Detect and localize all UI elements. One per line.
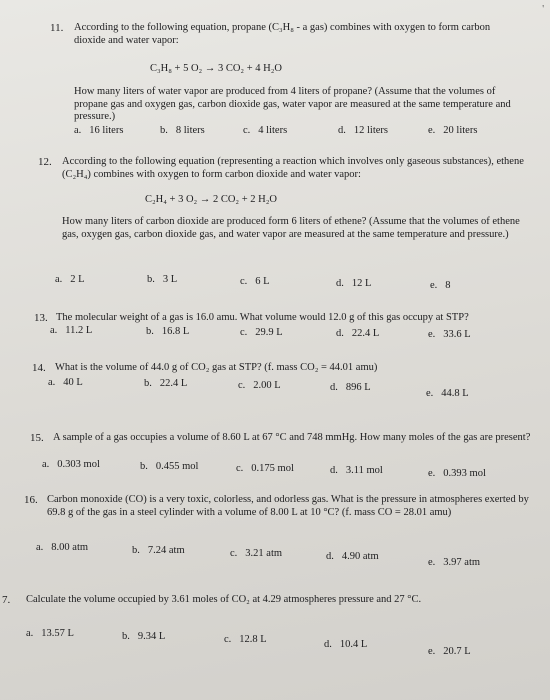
page-mark: '	[542, 4, 544, 15]
option-d[interactable]: d. 4.90 atm	[326, 551, 379, 562]
question-number: 11.	[50, 22, 64, 34]
option-e[interactable]: e. 0.393 mol	[428, 468, 486, 479]
option-b[interactable]: b. 0.455 mol	[140, 461, 199, 472]
option-e[interactable]: e. 20 liters	[428, 125, 478, 136]
question-stem: Carbon monoxide (CO) is a very toxic, colorless, and odorless gas. What is the pressure in atmospheres exerted by 69.8 g of the gas in a steel cylinder with a volume of 8.00 L at 10 °C? (f. mass CO = 28.01 amu)	[47, 494, 529, 518]
option-e[interactable]: e. 44.8 L	[426, 388, 469, 399]
question-number: 7.	[2, 594, 11, 606]
option-d[interactable]: d. 12 liters	[338, 125, 388, 136]
option-e[interactable]: e. 33.6 L	[428, 329, 471, 340]
option-d[interactable]: d. 896 L	[330, 382, 371, 393]
question-stem: The molecular weight of a gas is 16.0 amu. What volume would 12.0 g of this gas occupy at STP?	[56, 312, 469, 323]
chemical-equation: C₂H₄ + 3 O₂ → 2 CO₂ + 2 H₂O	[145, 194, 277, 205]
option-b[interactable]: b. 7.24 atm	[132, 545, 185, 556]
question-stem: A sample of a gas occupies a volume of 8.60 L at 67 °C and 748 mmHg. How many moles of the gas are present?	[53, 432, 531, 443]
question-number: 12.	[38, 156, 52, 168]
option-c[interactable]: c. 4 liters	[243, 125, 288, 136]
option-d[interactable]: d. 12 L	[336, 278, 372, 289]
option-b[interactable]: b. 9.34 L	[122, 631, 166, 642]
question-text: How many liters of carbon dioxide are produced form 6 liters of ethene? (Assume that the volumes of ethene gas, oxygen gas, carbon dioxide gas, and water vapor are measured at the same temperature and pressure.)	[62, 216, 520, 240]
option-b[interactable]: b. 16.8 L	[146, 326, 190, 337]
option-e[interactable]: e. 20.7 L	[428, 646, 471, 657]
question-stem: According to the following equation (representing a reaction which involves only gaseous substances), ethene (C₂H₄) combines with oxygen to form carbon dioxide and water vapor:	[62, 156, 524, 180]
chemical-equation: C₃H₈ + 5 O₂ → 3 CO₂ + 4 H₂O	[150, 63, 282, 74]
option-a[interactable]: a. 8.00 atm	[36, 542, 89, 553]
option-e[interactable]: e. 8	[430, 280, 451, 291]
question-number: 16.	[24, 494, 38, 506]
option-d[interactable]: d. 22.4 L	[336, 328, 380, 339]
option-a[interactable]: a. 13.57 L	[26, 628, 74, 639]
question-text: How many liters of water vapor are produced from 4 liters of propane? (Assume that the volumes of propane gas and oxygen gas, carbon dioxide gas, water vapor are measured at the same temperature and pressure.)	[74, 86, 511, 122]
option-c[interactable]: c. 6 L	[240, 276, 270, 287]
option-b[interactable]: b. 3 L	[147, 274, 178, 285]
option-c[interactable]: c. 0.175 mol	[236, 463, 294, 474]
option-b[interactable]: b. 8 liters	[160, 125, 205, 136]
option-b[interactable]: b. 22.4 L	[144, 378, 188, 389]
option-c[interactable]: c. 2.00 L	[238, 380, 281, 391]
option-a[interactable]: a. 16 liters	[74, 125, 124, 136]
question-stem: What is the volume of 44.0 g of CO₂ gas at STP? (f. mass CO₂ = 44.01 amu)	[55, 362, 378, 373]
option-e[interactable]: e. 3.97 atm	[428, 557, 481, 568]
question-number: 13.	[34, 312, 48, 324]
option-a[interactable]: a. 11.2 L	[50, 325, 93, 336]
option-a[interactable]: a. 0.303 mol	[42, 459, 100, 470]
option-a[interactable]: a. 2 L	[55, 274, 85, 285]
question-stem: Calculate the volume occupied by 3.61 moles of CO₂ at 4.29 atmospheres pressure and 27 °C.	[26, 594, 422, 605]
option-a[interactable]: a. 40 L	[48, 377, 83, 388]
question-stem: According to the following equation, propane (C₃H₈ - a gas) combines with oxygen to form carbon dioxide and water vapor:	[74, 22, 491, 46]
option-c[interactable]: c. 29.9 L	[240, 327, 283, 338]
question-number: 14.	[32, 362, 46, 374]
option-c[interactable]: c. 12.8 L	[224, 634, 267, 645]
option-d[interactable]: d. 3.11 mol	[330, 465, 383, 476]
question-number: 15.	[30, 432, 44, 444]
option-c[interactable]: c. 3.21 atm	[230, 548, 283, 559]
option-d[interactable]: d. 10.4 L	[324, 639, 368, 650]
